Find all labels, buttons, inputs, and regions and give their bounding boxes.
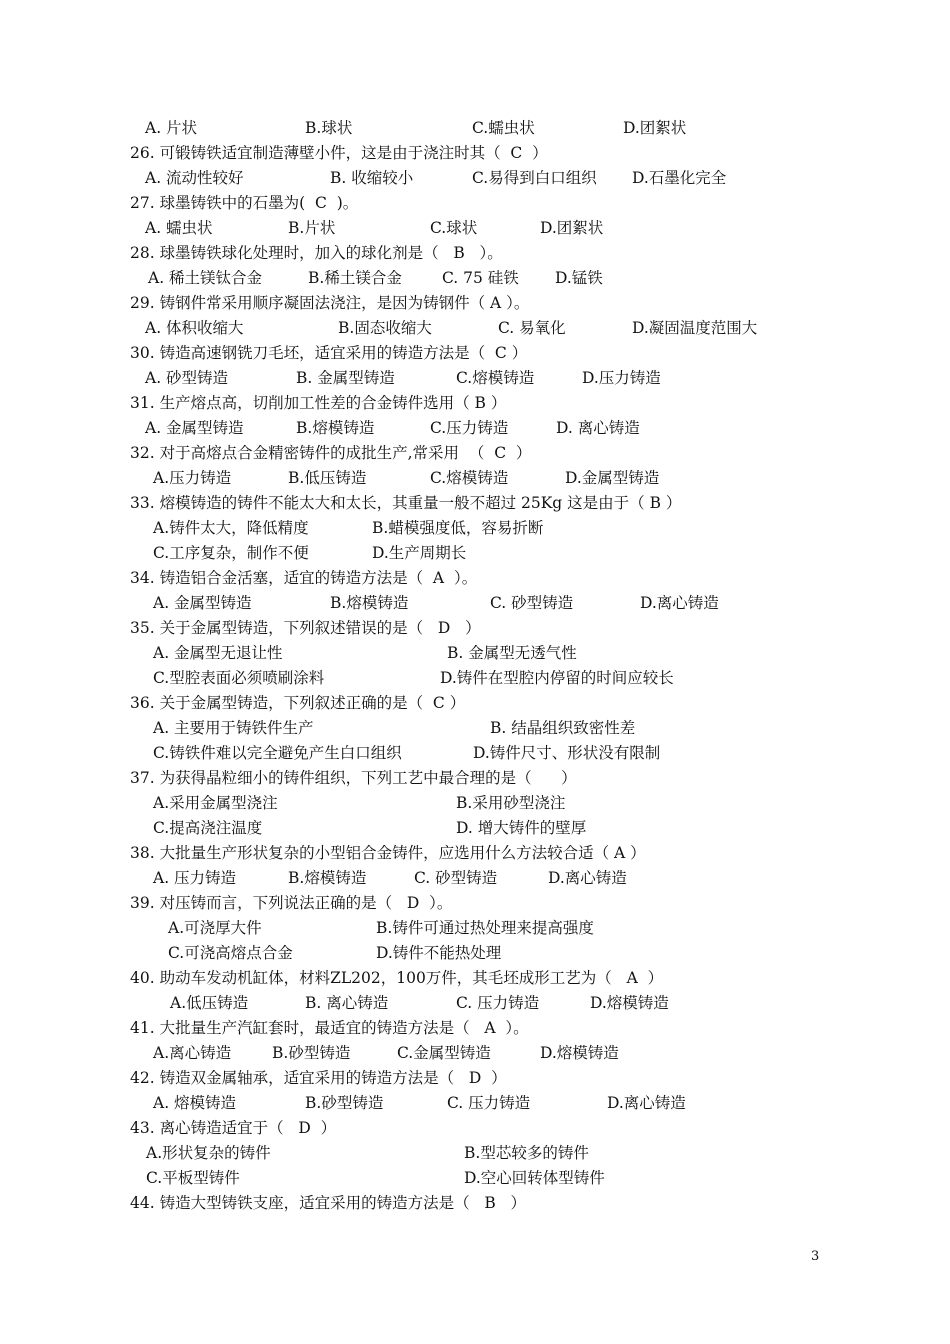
option-b: B.采用砂型浇注 bbox=[456, 794, 566, 812]
option-c: C. 75 硅铁 bbox=[442, 269, 519, 287]
option-d: D.离心铸造 bbox=[640, 594, 719, 612]
option-d: D.锰铁 bbox=[555, 269, 603, 287]
option-d: D.凝固温度范围大 bbox=[632, 319, 758, 337]
option-d: D.熔模铸造 bbox=[540, 1044, 619, 1062]
question-39: 39. 对压铸而言，下列说法正确的是（ D ）。 bbox=[130, 894, 453, 912]
option-c: C.熔模铸造 bbox=[430, 469, 509, 487]
option-d: D.团絮状 bbox=[540, 219, 604, 237]
option-d: D. 增大铸件的壁厚 bbox=[456, 819, 587, 837]
option-b: B.砂型铸造 bbox=[305, 1094, 384, 1112]
option-d: D.金属型铸造 bbox=[565, 469, 660, 487]
option-c: C.型腔表面必须喷刷涂料 bbox=[153, 669, 325, 687]
option-b: B.型芯较多的铸件 bbox=[464, 1144, 589, 1162]
option-d: D. 离心铸造 bbox=[556, 419, 640, 437]
option-c: C.易得到白口组织 bbox=[472, 169, 597, 187]
option-d: D.铸件在型腔内停留的时间应较长 bbox=[440, 669, 674, 687]
option-d: D.离心铸造 bbox=[548, 869, 627, 887]
option-c: C.平板型铸件 bbox=[146, 1169, 240, 1187]
question-26: 26. 可锻铸铁适宜制造薄壁小件，这是由于浇注时其（ C ） bbox=[130, 144, 548, 162]
option-a: A.铸件太大，降低精度 bbox=[153, 519, 309, 537]
option-b: B.熔模铸造 bbox=[330, 594, 409, 612]
option-c: C. 易氧化 bbox=[498, 319, 566, 337]
option-b: B. 结晶组织致密性差 bbox=[490, 719, 636, 737]
option-d: D.铸件尺寸、形状没有限制 bbox=[473, 744, 661, 762]
option-c: C. 砂型铸造 bbox=[414, 869, 498, 887]
option-b: B. 离心铸造 bbox=[305, 994, 389, 1012]
option-b: B.球状 bbox=[305, 119, 353, 137]
option-b: B.铸件可通过热处理来提高强度 bbox=[376, 919, 594, 937]
option-a: A. 蠕虫状 bbox=[145, 219, 213, 237]
option-c: C.金属型铸造 bbox=[397, 1044, 491, 1062]
option-c: C. 压力铸造 bbox=[456, 994, 540, 1012]
option-a: A.低压铸造 bbox=[170, 994, 249, 1012]
question-30: 30. 铸造高速钢铣刀毛坯，适宜采用的铸造方法是（ C ） bbox=[130, 344, 528, 362]
option-b: B.蜡模强度低，容易折断 bbox=[372, 519, 544, 537]
option-a: A. 稀土镁钛合金 bbox=[148, 269, 263, 287]
option-a: A. 金属型铸造 bbox=[145, 419, 244, 437]
option-b: B.固态收缩大 bbox=[338, 319, 432, 337]
question-32: 32. 对于高熔点合金精密铸件的成批生产,常采用 （ C ） bbox=[130, 444, 532, 462]
question-41: 41. 大批量生产汽缸套时，最适宜的铸造方法是（ A ）。 bbox=[130, 1019, 529, 1037]
option-c: C.熔模铸造 bbox=[456, 369, 535, 387]
question-44: 44. 铸造大型铸铁支座，适宜采用的铸造方法是（ B ） bbox=[130, 1194, 527, 1212]
question-28: 28. 球墨铸铁球化处理时，加入的球化剂是（ B ）。 bbox=[130, 244, 503, 262]
option-b: B.片状 bbox=[288, 219, 336, 237]
option-a: A.压力铸造 bbox=[153, 469, 232, 487]
question-42: 42. 铸造双金属轴承，适宜采用的铸造方法是（ D ） bbox=[130, 1069, 507, 1087]
option-b: B.砂型铸造 bbox=[272, 1044, 351, 1062]
question-43: 43. 离心铸造适宜于（ D ） bbox=[130, 1119, 337, 1137]
option-a: A. 压力铸造 bbox=[153, 869, 237, 887]
option-b: B.熔模铸造 bbox=[296, 419, 375, 437]
question-31: 31. 生产熔点高，切削加工性差的合金铸件选用（ B ） bbox=[130, 394, 507, 412]
question-40: 40. 助动车发动机缸体，材料ZL202，100万件，其毛坯成形工艺为（ A ） bbox=[130, 969, 664, 987]
option-d: D.空心回转体型铸件 bbox=[464, 1169, 605, 1187]
question-37: 37. 为获得晶粒细小的铸件组织，下列工艺中最合理的是（ ） bbox=[130, 769, 577, 787]
option-c: C.球状 bbox=[430, 219, 478, 237]
question-36: 36. 关于金属型铸造，下列叙述正确的是（ C ） bbox=[130, 694, 466, 712]
question-34: 34. 铸造铝合金活塞，适宜的铸造方法是（ A ）。 bbox=[130, 569, 478, 587]
option-d: D.压力铸造 bbox=[582, 369, 661, 387]
option-a: A. 砂型铸造 bbox=[145, 369, 229, 387]
option-d: D.熔模铸造 bbox=[590, 994, 669, 1012]
option-a: A. 片状 bbox=[145, 119, 198, 137]
option-b: B. 金属型无透气性 bbox=[447, 644, 577, 662]
page-number: 3 bbox=[811, 1249, 820, 1264]
option-d: D.团絮状 bbox=[623, 119, 687, 137]
option-a: A. 金属型无退让性 bbox=[153, 644, 283, 662]
option-c: C.可浇高熔点合金 bbox=[168, 944, 293, 962]
option-a: A.形状复杂的铸件 bbox=[146, 1144, 271, 1162]
option-a: A.离心铸造 bbox=[153, 1044, 232, 1062]
option-c: C.压力铸造 bbox=[430, 419, 509, 437]
option-a: A. 熔模铸造 bbox=[153, 1094, 237, 1112]
option-d: D.石墨化完全 bbox=[632, 169, 727, 187]
option-c: C. 砂型铸造 bbox=[490, 594, 574, 612]
option-b: B.稀土镁合金 bbox=[308, 269, 402, 287]
option-a: A.可浇厚大件 bbox=[168, 919, 262, 937]
question-27: 27. 球墨铸铁中的石墨为( C )。 bbox=[130, 194, 359, 212]
option-c: C.工序复杂，制作不便 bbox=[153, 544, 309, 562]
option-c: C.提高浇注温度 bbox=[153, 819, 263, 837]
option-b: B. 金属型铸造 bbox=[296, 369, 395, 387]
option-d: D.铸件不能热处理 bbox=[376, 944, 502, 962]
option-c: C. 压力铸造 bbox=[447, 1094, 531, 1112]
option-a: A. 金属型铸造 bbox=[153, 594, 252, 612]
question-35: 35. 关于金属型铸造，下列叙述错误的是（ D ） bbox=[130, 619, 481, 637]
option-b: B. 收缩较小 bbox=[330, 169, 414, 187]
option-a: A. 流动性较好 bbox=[145, 169, 244, 187]
question-29: 29. 铸钢件常采用顺序凝固法浇注，是因为铸钢件（ A ）。 bbox=[130, 294, 530, 312]
question-33: 33. 熔模铸造的铸件不能太大和太长，其重量一般不超过 25Kg 这是由于（ B ） bbox=[130, 494, 682, 512]
option-d: D.离心铸造 bbox=[607, 1094, 686, 1112]
option-a: A.采用金属型浇注 bbox=[153, 794, 278, 812]
option-a: A. 主要用于铸铁件生产 bbox=[153, 719, 314, 737]
option-b: B.低压铸造 bbox=[288, 469, 367, 487]
option-c: C.铸铁件难以完全避免产生白口组织 bbox=[153, 744, 402, 762]
option-a: A. 体积收缩大 bbox=[145, 319, 244, 337]
option-b: B.熔模铸造 bbox=[288, 869, 367, 887]
option-d: D.生产周期长 bbox=[372, 544, 467, 562]
option-c: C.蠕虫状 bbox=[472, 119, 535, 137]
question-38: 38. 大批量生产形状复杂的小型铝合金铸件，应选用什么方法较合适（ A ） bbox=[130, 844, 646, 862]
